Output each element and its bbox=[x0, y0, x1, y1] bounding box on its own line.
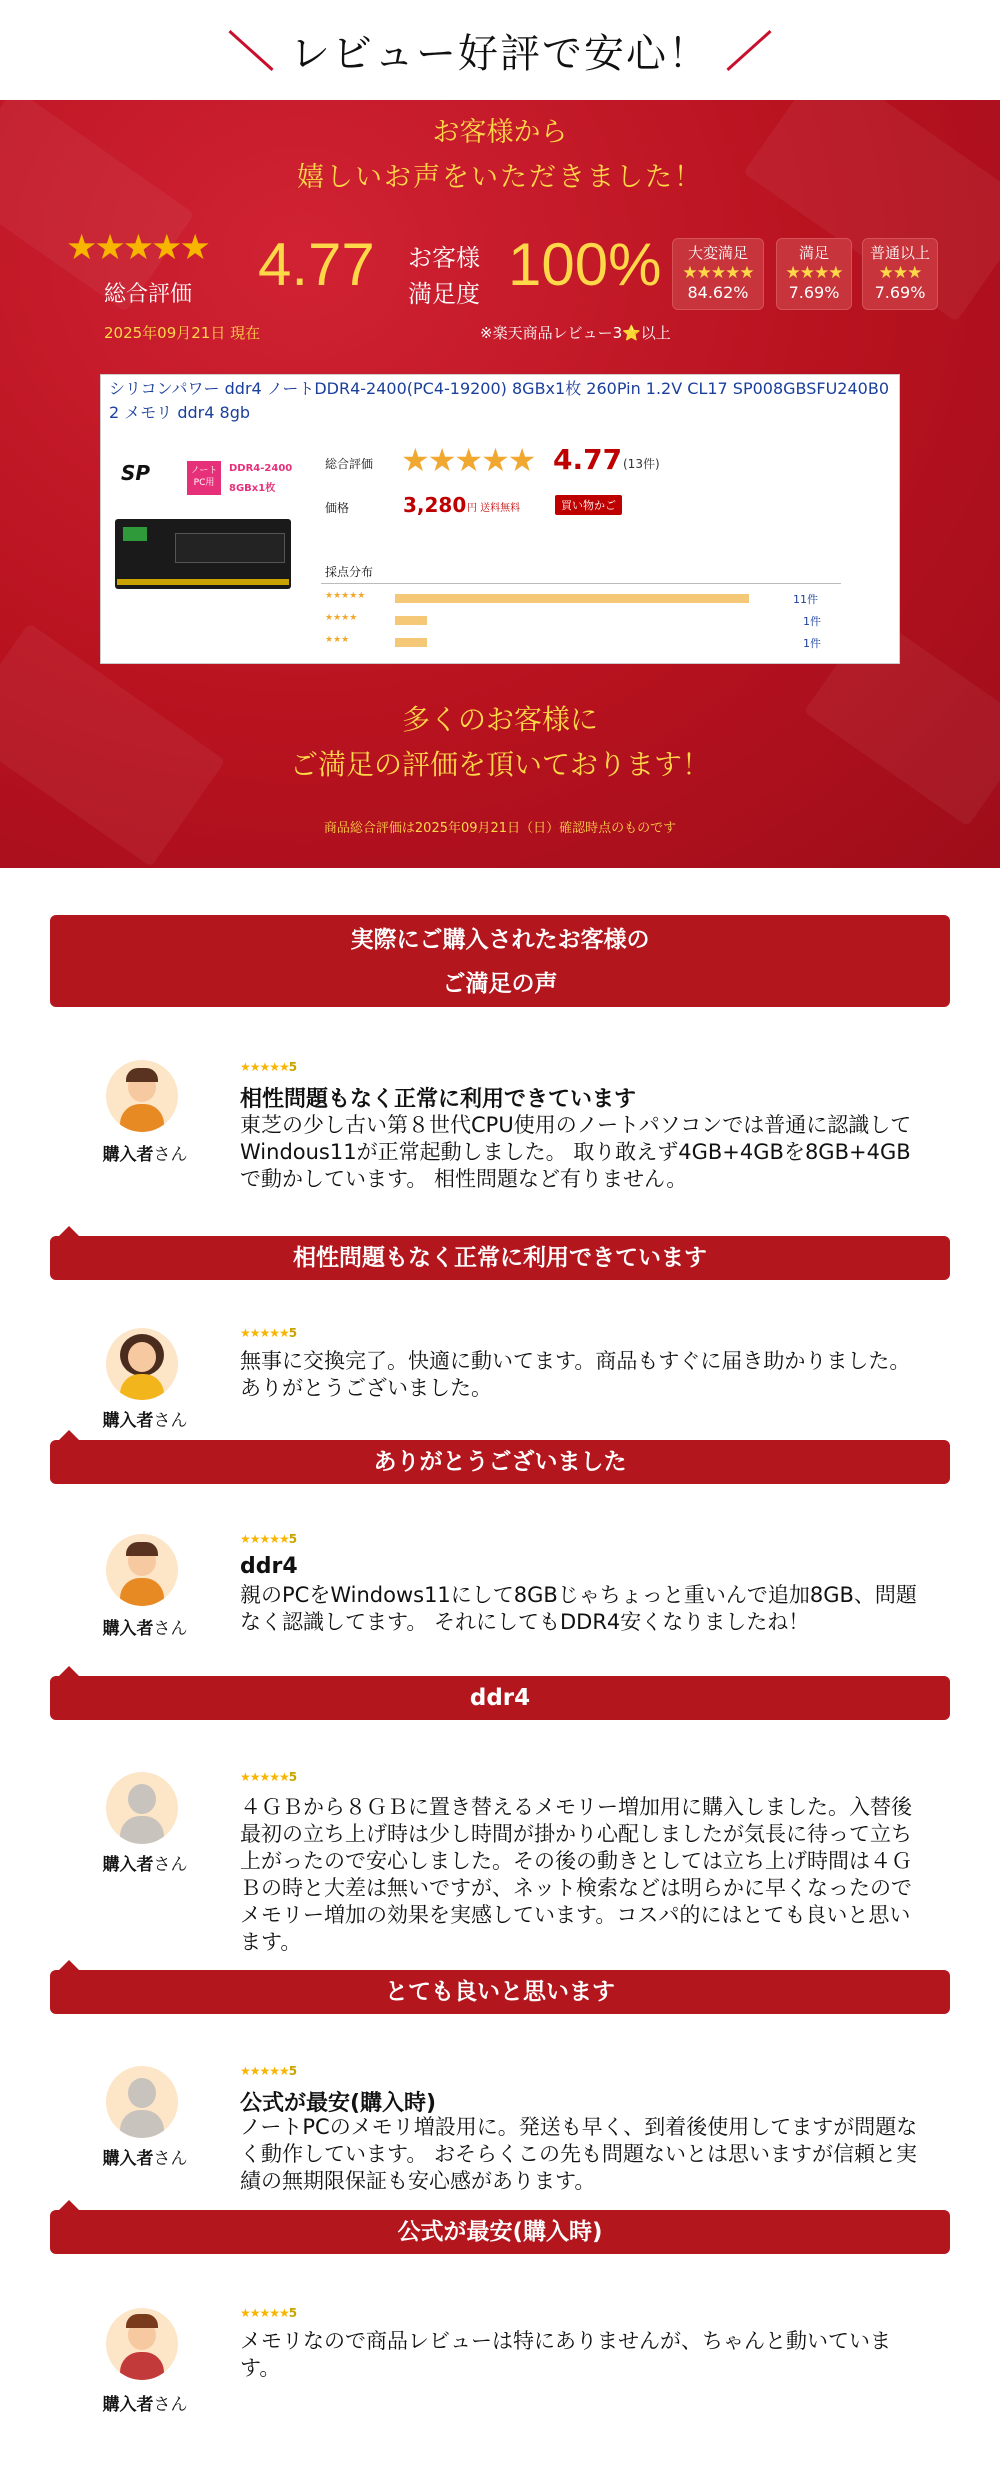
dist-bar bbox=[395, 638, 427, 647]
satisfaction-label-1: お客様 bbox=[408, 244, 480, 272]
product-card: シリコンパワー ddr4 ノートDDR4-2400(PC4-19200) 8GBx1枚 260Pin 1.2V CL17 SP008GBSFU240B02 メモリ ddr4 8gb SP ノート PC用 DDR4-2400 8GBx1枚 総合評価 ★★★★★ 4.77 (13件) 価格 3,280 円 送料無料 買い物かご 採点分布 ★★★★★ 11件 ★★★★ 1件 ★★★ 1件 bbox=[100, 374, 900, 664]
review-body: 東芝の少し古い第８世代CPU使用のノートパソコンでは普通に認識してWindous11が正常起動しました。 取り敢えず4GB+4GBを8GB+4GBで動かしています。 相性問題など有りません。 bbox=[240, 1113, 912, 1191]
rakuten-note: ※楽天商品レビュー3⭐以上 bbox=[480, 324, 671, 342]
banner-headline-1: お客様から bbox=[432, 117, 568, 148]
price-unit: 円 送料無料 bbox=[467, 503, 521, 514]
review-body: ノートPCのメモリ増設用に。発送も早く、到着後使用してますが問題なく動作しています。 おそらくこの先も問題ないとは思いますが信頼と実績の無期限保証も安心感があります。 bbox=[240, 2115, 918, 2193]
review-summary-bar: 相性問題もなく正常に利用できています bbox=[50, 1236, 950, 1280]
overall-stars: ★★★★★ bbox=[66, 228, 208, 268]
badge-satisfied: 満足 ★★★★ 7.69% bbox=[776, 238, 852, 310]
buyer-label: 購入者さん bbox=[102, 1411, 188, 1431]
date-note: 2025年09月21日 現在 bbox=[104, 324, 261, 342]
notebook-tag: ノート PC用 bbox=[187, 461, 221, 495]
avatar bbox=[106, 2308, 178, 2380]
review-body: 親のPCをWindows11にして8GBじゃちょっと重いんで追加8GB、問題なく認識してます。 それにしてもDDR4安くなりましたね！ bbox=[240, 1583, 917, 1634]
review-stars: ★★★★★5 bbox=[240, 2064, 297, 2078]
review-title: 公式が最安(購入時) bbox=[240, 2091, 437, 2116]
badge-normal-plus: 普通以上 ★★★ 7.69% bbox=[862, 238, 938, 310]
banner-footer-1: 多くのお客様に bbox=[401, 703, 598, 736]
rating-value: 4.77 bbox=[553, 443, 623, 476]
spec-2: 8GBx1枚 bbox=[229, 483, 276, 494]
rating-stars: ★★★★★ bbox=[401, 441, 535, 479]
review-stars: ★★★★★5 bbox=[240, 2306, 297, 2320]
review-body: ４ＧＢから８ＧＢに置き替えるメモリー増加用に購入しました。入替後最初の立ち上げ時は少し時間が掛かり心配しましたが気長に待って立ち上がったので安心しました。その後の動きとしては立ち上げ時間は４ＧＢの時と大差は無いですが、ネット検索などは明らかに早くなったのでメモリー増加の効果を実感しています。コスパ的にはとても良いと思います。 bbox=[240, 1795, 912, 1954]
banner-footer-2: ご満足の評価を頂いております！ bbox=[289, 748, 710, 781]
review-stars: ★★★★★5 bbox=[240, 1060, 297, 1074]
review-summary-bar: ありがとうございました bbox=[50, 1440, 950, 1484]
buyer-label: 購入者さん bbox=[102, 1619, 188, 1639]
banner-headline-2: 嬉しいお声をいただきました！ bbox=[297, 162, 703, 193]
review-title: 相性問題もなく正常に利用できています bbox=[240, 1087, 637, 1112]
review-summary-bar: 公式が最安(購入時) bbox=[50, 2210, 950, 2254]
buyer-label: 購入者さん bbox=[102, 1145, 188, 1165]
overall-score: 4.77 bbox=[258, 231, 375, 298]
price-label: 価格 bbox=[325, 501, 350, 515]
review-summary-bar: とても良いと思います bbox=[50, 1970, 950, 2014]
dist-bar bbox=[395, 594, 749, 603]
avatar bbox=[106, 1772, 178, 1844]
avatar bbox=[106, 1060, 178, 1132]
review-stars: ★★★★★5 bbox=[240, 1532, 297, 1546]
satisfaction-label-2: 満足度 bbox=[408, 280, 480, 308]
memory-module-image bbox=[115, 519, 291, 589]
dist-bar bbox=[395, 616, 427, 625]
satisfaction-value: 100% bbox=[508, 231, 662, 298]
avatar bbox=[106, 1534, 178, 1606]
brand-logo: SP bbox=[121, 461, 151, 485]
price: 3,280 bbox=[403, 493, 467, 517]
review-body: 無事に交換完了。快適に動いてます。商品もすぐに届き助かりました。ありがとうございました。 bbox=[240, 1349, 911, 1400]
rating-label: 総合評価 bbox=[325, 457, 374, 471]
review-body: メモリなので商品レビューは特にありませんが、ちゃんと動いています。 bbox=[240, 2329, 891, 2380]
dist-label: 採点分布 bbox=[325, 565, 374, 579]
review-stars: ★★★★★5 bbox=[240, 1770, 297, 1784]
badge-very-satisfied: 大変満足 ★★★★★ 84.62% bbox=[672, 238, 764, 310]
product-name-link[interactable]: シリコンパワー ddr4 ノートDDR4-2400(PC4-19200) 8GBx1枚 260Pin 1.2V CL17 SP008GBSFU240B02 メモリ ddr4 8gb bbox=[109, 379, 890, 422]
spec-1: DDR4-2400 bbox=[229, 463, 293, 474]
avatar bbox=[106, 2066, 178, 2138]
buyer-label: 購入者さん bbox=[102, 2149, 188, 2169]
review-summary-bar: ddr4 bbox=[50, 1676, 950, 1720]
confirm-note: 商品総合評価は2025年09月21日（日）確認時点のものです bbox=[323, 821, 677, 836]
cart-button[interactable]: 買い物かご bbox=[555, 495, 622, 515]
page-title: レビュー好評で安心！ bbox=[290, 31, 710, 77]
buyer-label: 購入者さん bbox=[102, 2395, 188, 2415]
overall-label: 総合評価 bbox=[104, 282, 193, 307]
buyer-label: 購入者さん bbox=[102, 1855, 188, 1875]
avatar bbox=[106, 1328, 178, 1400]
reviews-section-header: 実際にご購入されたお客様の ご満足の声 bbox=[50, 915, 950, 1007]
rating-count: (13件) bbox=[623, 457, 660, 471]
review-stars: ★★★★★5 bbox=[240, 1326, 297, 1340]
review-title: ddr4 bbox=[240, 1554, 298, 1579]
